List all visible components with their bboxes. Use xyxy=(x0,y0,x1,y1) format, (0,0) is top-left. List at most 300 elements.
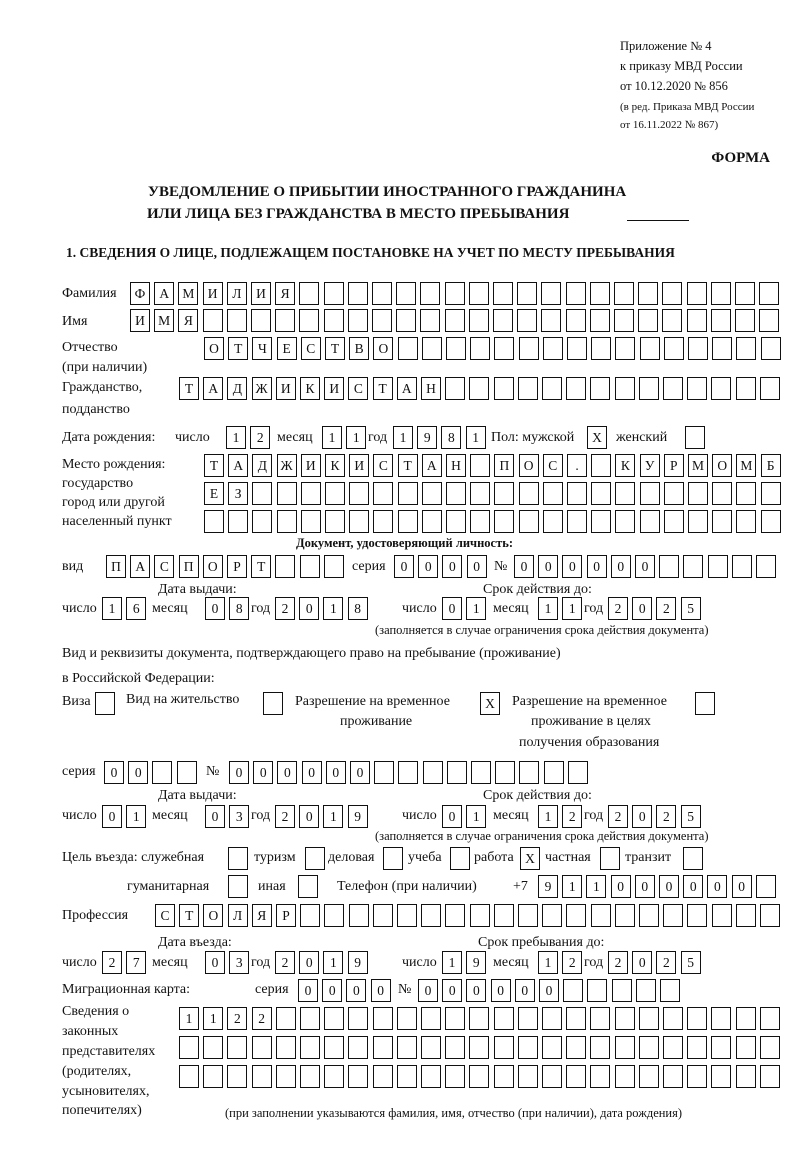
temp-edu-checkbox[interactable] xyxy=(695,692,715,715)
mc-number-cell[interactable] xyxy=(587,979,607,1002)
doc-issue-year-cell[interactable]: 8 xyxy=(348,597,368,620)
doc-issue-year-cell[interactable]: 2 xyxy=(275,597,295,620)
representatives-line-1-cell[interactable] xyxy=(421,1007,441,1030)
representatives-line-2-cell[interactable] xyxy=(421,1036,441,1059)
patronymic-cell[interactable] xyxy=(446,337,466,360)
profession-cell[interactable] xyxy=(470,904,490,927)
stay-number-cell[interactable]: 0 xyxy=(277,761,297,784)
representatives-line-2-cell[interactable] xyxy=(324,1036,344,1059)
purpose-service-checkbox[interactable] xyxy=(228,847,248,870)
representatives-line-2-cell[interactable] xyxy=(300,1036,320,1059)
stay-number-cell[interactable] xyxy=(544,761,564,784)
profession-cell[interactable]: Р xyxy=(276,904,296,927)
birthplace-line-1-cell[interactable]: И xyxy=(301,454,321,477)
entry-year-cell[interactable]: 0 xyxy=(299,951,319,974)
birthplace-line-3-cell[interactable] xyxy=(373,510,393,533)
profession-cell[interactable]: Л xyxy=(228,904,248,927)
mc-number-cell[interactable]: 0 xyxy=(418,979,438,1002)
representatives-line-2-cell[interactable] xyxy=(348,1036,368,1059)
birthplace-line-1-cell[interactable]: . xyxy=(567,454,587,477)
surname-cell[interactable] xyxy=(493,282,513,305)
birthplace-line-2-cell[interactable] xyxy=(519,482,539,505)
representatives-line-2-cell[interactable] xyxy=(227,1036,247,1059)
patronymic-cell[interactable]: О xyxy=(373,337,393,360)
citizenship-cell[interactable]: Ж xyxy=(252,377,272,400)
profession-cell[interactable] xyxy=(542,904,562,927)
purpose-transit-checkbox[interactable] xyxy=(683,847,703,870)
stay-valid-month-cell[interactable]: 2 xyxy=(562,805,582,828)
entry-year-cell[interactable]: 9 xyxy=(348,951,368,974)
birthplace-line-3-cell[interactable] xyxy=(252,510,272,533)
birthplace-line-3-cell[interactable] xyxy=(422,510,442,533)
surname-cell[interactable] xyxy=(299,282,319,305)
citizenship-cell[interactable]: И xyxy=(276,377,296,400)
patronymic-cell[interactable] xyxy=(591,337,611,360)
birthplace-line-1-cell[interactable] xyxy=(591,454,611,477)
doc-kind-cell[interactable]: Т xyxy=(251,555,271,578)
birthplace-line-1-cell[interactable]: Т xyxy=(204,454,224,477)
surname-cell[interactable] xyxy=(662,282,682,305)
mc-number-cell[interactable]: 0 xyxy=(515,979,535,1002)
representatives-line-2-cell[interactable] xyxy=(494,1036,514,1059)
citizenship-cell[interactable] xyxy=(639,377,659,400)
entry-day-cell[interactable]: 2 xyxy=(102,951,122,974)
surname-cell[interactable] xyxy=(396,282,416,305)
phone-cell[interactable]: 0 xyxy=(635,875,655,898)
patronymic-cell[interactable] xyxy=(736,337,756,360)
birthplace-line-3-cell[interactable] xyxy=(640,510,660,533)
name-cell[interactable] xyxy=(324,309,344,332)
birthplace-line-3-cell[interactable] xyxy=(494,510,514,533)
representatives-line-1-cell[interactable] xyxy=(542,1007,562,1030)
birthplace-line-2-cell[interactable] xyxy=(591,482,611,505)
representatives-line-1-cell[interactable] xyxy=(736,1007,756,1030)
birthplace-line-2-cell[interactable] xyxy=(252,482,272,505)
birthplace-line-1-cell[interactable]: И xyxy=(349,454,369,477)
birthplace-line-1-cell[interactable]: Б xyxy=(761,454,781,477)
name-cell[interactable] xyxy=(759,309,779,332)
representatives-line-1-cell[interactable]: 2 xyxy=(227,1007,247,1030)
name-cell[interactable] xyxy=(493,309,513,332)
profession-cell[interactable] xyxy=(760,904,780,927)
representatives-line-1-cell[interactable] xyxy=(373,1007,393,1030)
name-cell[interactable] xyxy=(735,309,755,332)
phone-cell[interactable]: 0 xyxy=(659,875,679,898)
birthplace-line-3-cell[interactable] xyxy=(591,510,611,533)
patronymic-cell[interactable] xyxy=(640,337,660,360)
until-year-cell[interactable]: 2 xyxy=(608,951,628,974)
name-cell[interactable] xyxy=(275,309,295,332)
stay-issue-month-cell[interactable]: 0 xyxy=(205,805,225,828)
name-cell[interactable] xyxy=(566,309,586,332)
representatives-line-3-cell[interactable] xyxy=(203,1065,223,1088)
name-cell[interactable] xyxy=(614,309,634,332)
birthplace-line-2-cell[interactable] xyxy=(688,482,708,505)
representatives-line-3-cell[interactable] xyxy=(276,1065,296,1088)
profession-cell[interactable] xyxy=(736,904,756,927)
entry-day-cell[interactable]: 7 xyxy=(126,951,146,974)
birthplace-line-3-cell[interactable] xyxy=(615,510,635,533)
stay-series-cell[interactable] xyxy=(177,761,197,784)
surname-cell[interactable] xyxy=(517,282,537,305)
birthplace-line-2-cell[interactable] xyxy=(301,482,321,505)
representatives-line-2-cell[interactable] xyxy=(639,1036,659,1059)
birthplace-line-2-cell[interactable] xyxy=(349,482,369,505)
profession-cell[interactable] xyxy=(518,904,538,927)
birthplace-line-2-cell[interactable]: З xyxy=(228,482,248,505)
representatives-line-2-cell[interactable] xyxy=(469,1036,489,1059)
representatives-line-1-cell[interactable] xyxy=(276,1007,296,1030)
representatives-line-2-cell[interactable] xyxy=(518,1036,538,1059)
representatives-line-3-cell[interactable] xyxy=(397,1065,417,1088)
mc-number-cell[interactable]: 0 xyxy=(442,979,462,1002)
birthplace-line-1-cell[interactable]: А xyxy=(422,454,442,477)
stay-valid-day-cell[interactable]: 1 xyxy=(466,805,486,828)
stay-valid-day-cell[interactable]: 0 xyxy=(442,805,462,828)
birthplace-line-2-cell[interactable]: Е xyxy=(204,482,224,505)
stay-issue-day-cell[interactable]: 0 xyxy=(102,805,122,828)
representatives-line-3-cell[interactable] xyxy=(179,1065,199,1088)
sex-male-checkbox[interactable]: X xyxy=(587,426,607,449)
birthplace-line-3-cell[interactable] xyxy=(688,510,708,533)
surname-cell[interactable]: А xyxy=(154,282,174,305)
representatives-line-1-cell[interactable] xyxy=(348,1007,368,1030)
stay-series-cell[interactable]: 0 xyxy=(104,761,124,784)
stay-issue-month-cell[interactable]: 3 xyxy=(229,805,249,828)
birthplace-line-3-cell[interactable] xyxy=(543,510,563,533)
patronymic-cell[interactable] xyxy=(761,337,781,360)
phone-cell[interactable] xyxy=(756,875,776,898)
mc-number-cell[interactable]: 0 xyxy=(491,979,511,1002)
doc-number-cell[interactable]: 0 xyxy=(611,555,631,578)
doc-series-cell[interactable]: 0 xyxy=(394,555,414,578)
citizenship-cell[interactable] xyxy=(542,377,562,400)
stay-number-cell[interactable] xyxy=(447,761,467,784)
birthplace-line-2-cell[interactable] xyxy=(325,482,345,505)
dob-year-cell[interactable]: 1 xyxy=(466,426,486,449)
purpose-work-checkbox[interactable]: X xyxy=(520,847,540,870)
doc-valid-day-cell[interactable]: 0 xyxy=(442,597,462,620)
surname-cell[interactable]: Ф xyxy=(130,282,150,305)
dob-year-cell[interactable]: 9 xyxy=(417,426,437,449)
birthplace-line-2-cell[interactable] xyxy=(470,482,490,505)
patronymic-cell[interactable] xyxy=(615,337,635,360)
surname-cell[interactable] xyxy=(372,282,392,305)
profession-cell[interactable]: С xyxy=(155,904,175,927)
profession-cell[interactable] xyxy=(639,904,659,927)
doc-valid-month-cell[interactable]: 1 xyxy=(538,597,558,620)
phone-cell[interactable]: 9 xyxy=(538,875,558,898)
birthplace-line-2-cell[interactable] xyxy=(567,482,587,505)
representatives-line-1-cell[interactable] xyxy=(639,1007,659,1030)
representatives-line-2-cell[interactable] xyxy=(615,1036,635,1059)
surname-cell[interactable] xyxy=(445,282,465,305)
stay-number-cell[interactable] xyxy=(495,761,515,784)
until-year-cell[interactable]: 0 xyxy=(632,951,652,974)
birthplace-line-2-cell[interactable] xyxy=(422,482,442,505)
citizenship-cell[interactable] xyxy=(469,377,489,400)
doc-issue-day-cell[interactable]: 1 xyxy=(102,597,122,620)
citizenship-cell[interactable] xyxy=(494,377,514,400)
mc-series-cell[interactable]: 0 xyxy=(346,979,366,1002)
surname-cell[interactable] xyxy=(420,282,440,305)
purpose-private-checkbox[interactable] xyxy=(600,847,620,870)
doc-valid-year-cell[interactable]: 2 xyxy=(656,597,676,620)
purpose-other-checkbox[interactable] xyxy=(298,875,318,898)
stay-valid-month-cell[interactable]: 1 xyxy=(538,805,558,828)
patronymic-cell[interactable]: Т xyxy=(228,337,248,360)
stay-number-cell[interactable] xyxy=(471,761,491,784)
birthplace-line-3-cell[interactable] xyxy=(277,510,297,533)
sex-female-checkbox[interactable] xyxy=(685,426,705,449)
mc-number-cell[interactable] xyxy=(636,979,656,1002)
doc-kind-cell[interactable]: О xyxy=(203,555,223,578)
representatives-line-1-cell[interactable] xyxy=(566,1007,586,1030)
citizenship-cell[interactable]: А xyxy=(203,377,223,400)
dob-day-cell[interactable]: 2 xyxy=(250,426,270,449)
representatives-line-1-cell[interactable] xyxy=(687,1007,707,1030)
doc-number-cell[interactable]: 0 xyxy=(538,555,558,578)
name-cell[interactable] xyxy=(541,309,561,332)
birthplace-line-1-cell[interactable]: П xyxy=(494,454,514,477)
representatives-line-2-cell[interactable] xyxy=(276,1036,296,1059)
name-cell[interactable] xyxy=(227,309,247,332)
birthplace-line-3-cell[interactable] xyxy=(519,510,539,533)
doc-kind-cell[interactable]: П xyxy=(106,555,126,578)
representatives-line-1-cell[interactable] xyxy=(397,1007,417,1030)
surname-cell[interactable] xyxy=(469,282,489,305)
surname-cell[interactable]: М xyxy=(178,282,198,305)
birthplace-line-3-cell[interactable] xyxy=(398,510,418,533)
mc-number-cell[interactable] xyxy=(612,979,632,1002)
stay-number-cell[interactable]: 0 xyxy=(229,761,249,784)
birthplace-line-3-cell[interactable] xyxy=(204,510,224,533)
doc-kind-cell[interactable]: П xyxy=(179,555,199,578)
name-cell[interactable] xyxy=(299,309,319,332)
patronymic-cell[interactable] xyxy=(398,337,418,360)
birthplace-line-1-cell[interactable]: М xyxy=(736,454,756,477)
birthplace-line-1-cell[interactable]: О xyxy=(519,454,539,477)
representatives-line-1-cell[interactable] xyxy=(711,1007,731,1030)
purpose-business-checkbox[interactable] xyxy=(383,847,403,870)
birthplace-line-2-cell[interactable] xyxy=(640,482,660,505)
birthplace-line-2-cell[interactable] xyxy=(446,482,466,505)
representatives-line-1-cell[interactable] xyxy=(590,1007,610,1030)
stay-number-cell[interactable] xyxy=(423,761,443,784)
mc-number-cell[interactable]: 0 xyxy=(466,979,486,1002)
until-day-cell[interactable]: 1 xyxy=(442,951,462,974)
patronymic-cell[interactable] xyxy=(664,337,684,360)
birthplace-line-1-cell[interactable]: Д xyxy=(252,454,272,477)
doc-kind-cell[interactable]: Р xyxy=(227,555,247,578)
doc-number-cell[interactable]: 0 xyxy=(562,555,582,578)
birthplace-line-1-cell[interactable]: Р xyxy=(664,454,684,477)
birthplace-line-1-cell[interactable]: С xyxy=(543,454,563,477)
patronymic-cell[interactable]: Т xyxy=(325,337,345,360)
representatives-line-3-cell[interactable] xyxy=(445,1065,465,1088)
profession-cell[interactable] xyxy=(373,904,393,927)
profession-cell[interactable] xyxy=(494,904,514,927)
birthplace-line-3-cell[interactable] xyxy=(349,510,369,533)
surname-cell[interactable] xyxy=(735,282,755,305)
profession-cell[interactable]: Я xyxy=(252,904,272,927)
citizenship-cell[interactable] xyxy=(615,377,635,400)
birthplace-line-2-cell[interactable] xyxy=(615,482,635,505)
representatives-line-2-cell[interactable] xyxy=(203,1036,223,1059)
birthplace-line-3-cell[interactable] xyxy=(325,510,345,533)
profession-cell[interactable]: О xyxy=(203,904,223,927)
dob-month-cell[interactable]: 1 xyxy=(346,426,366,449)
representatives-line-3-cell[interactable] xyxy=(711,1065,731,1088)
representatives-line-1-cell[interactable] xyxy=(324,1007,344,1030)
name-cell[interactable] xyxy=(348,309,368,332)
representatives-line-1-cell[interactable] xyxy=(615,1007,635,1030)
representatives-line-3-cell[interactable] xyxy=(518,1065,538,1088)
representatives-line-3-cell[interactable] xyxy=(566,1065,586,1088)
phone-cell[interactable]: 0 xyxy=(611,875,631,898)
temp-residence-checkbox[interactable]: X xyxy=(480,692,500,715)
citizenship-cell[interactable] xyxy=(663,377,683,400)
profession-cell[interactable] xyxy=(445,904,465,927)
birthplace-line-3-cell[interactable] xyxy=(228,510,248,533)
representatives-line-3-cell[interactable] xyxy=(590,1065,610,1088)
representatives-line-2-cell[interactable] xyxy=(373,1036,393,1059)
doc-valid-year-cell[interactable]: 2 xyxy=(608,597,628,620)
birthplace-line-1-cell[interactable]: К xyxy=(615,454,635,477)
profession-cell[interactable] xyxy=(663,904,683,927)
mc-number-cell[interactable] xyxy=(563,979,583,1002)
birthplace-line-2-cell[interactable] xyxy=(761,482,781,505)
doc-number-cell[interactable] xyxy=(708,555,728,578)
citizenship-cell[interactable]: Т xyxy=(179,377,199,400)
patronymic-cell[interactable] xyxy=(567,337,587,360)
surname-cell[interactable]: И xyxy=(251,282,271,305)
stay-number-cell[interactable] xyxy=(398,761,418,784)
citizenship-cell[interactable] xyxy=(760,377,780,400)
birthplace-line-1-cell[interactable]: С xyxy=(373,454,393,477)
representatives-line-1-cell[interactable] xyxy=(300,1007,320,1030)
surname-cell[interactable] xyxy=(614,282,634,305)
name-cell[interactable] xyxy=(420,309,440,332)
birthplace-line-3-cell[interactable] xyxy=(736,510,756,533)
name-cell[interactable] xyxy=(469,309,489,332)
patronymic-cell[interactable] xyxy=(422,337,442,360)
patronymic-cell[interactable]: С xyxy=(301,337,321,360)
birthplace-line-1-cell[interactable]: А xyxy=(228,454,248,477)
birthplace-line-1-cell[interactable]: У xyxy=(640,454,660,477)
representatives-line-3-cell[interactable] xyxy=(760,1065,780,1088)
name-cell[interactable] xyxy=(517,309,537,332)
profession-cell[interactable] xyxy=(591,904,611,927)
surname-cell[interactable] xyxy=(759,282,779,305)
representatives-line-3-cell[interactable] xyxy=(227,1065,247,1088)
stay-issue-year-cell[interactable]: 1 xyxy=(323,805,343,828)
name-cell[interactable]: Я xyxy=(178,309,198,332)
surname-cell[interactable] xyxy=(687,282,707,305)
birthplace-line-2-cell[interactable] xyxy=(398,482,418,505)
representatives-line-3-cell[interactable] xyxy=(542,1065,562,1088)
patronymic-cell[interactable] xyxy=(543,337,563,360)
birthplace-line-1-cell[interactable]: М xyxy=(688,454,708,477)
representatives-line-3-cell[interactable] xyxy=(639,1065,659,1088)
doc-number-cell[interactable]: 0 xyxy=(635,555,655,578)
residence-permit-checkbox[interactable] xyxy=(263,692,283,715)
mc-number-cell[interactable]: 0 xyxy=(539,979,559,1002)
stay-number-cell[interactable]: 0 xyxy=(253,761,273,784)
patronymic-cell[interactable]: О xyxy=(204,337,224,360)
representatives-line-2-cell[interactable] xyxy=(736,1036,756,1059)
stay-issue-year-cell[interactable]: 2 xyxy=(275,805,295,828)
citizenship-cell[interactable] xyxy=(590,377,610,400)
name-cell[interactable] xyxy=(203,309,223,332)
purpose-humanitarian-checkbox[interactable] xyxy=(228,875,248,898)
doc-issue-day-cell[interactable]: 6 xyxy=(126,597,146,620)
stay-series-cell[interactable] xyxy=(152,761,172,784)
doc-valid-year-cell[interactable]: 5 xyxy=(681,597,701,620)
stay-number-cell[interactable]: 0 xyxy=(326,761,346,784)
representatives-line-1-cell[interactable]: 1 xyxy=(203,1007,223,1030)
stay-issue-day-cell[interactable]: 1 xyxy=(126,805,146,828)
stay-valid-year-cell[interactable]: 0 xyxy=(632,805,652,828)
stay-valid-year-cell[interactable]: 2 xyxy=(608,805,628,828)
doc-series-cell[interactable]: 0 xyxy=(467,555,487,578)
birthplace-line-2-cell[interactable] xyxy=(712,482,732,505)
surname-cell[interactable] xyxy=(324,282,344,305)
representatives-line-2-cell[interactable] xyxy=(397,1036,417,1059)
phone-cell[interactable]: 0 xyxy=(707,875,727,898)
until-day-cell[interactable]: 9 xyxy=(466,951,486,974)
profession-cell[interactable] xyxy=(349,904,369,927)
stay-number-cell[interactable] xyxy=(374,761,394,784)
citizenship-cell[interactable] xyxy=(445,377,465,400)
birthplace-line-2-cell[interactable] xyxy=(664,482,684,505)
place-type-blank[interactable] xyxy=(627,220,689,221)
representatives-line-3-cell[interactable] xyxy=(348,1065,368,1088)
until-year-cell[interactable]: 2 xyxy=(656,951,676,974)
representatives-line-3-cell[interactable] xyxy=(300,1065,320,1088)
representatives-line-1-cell[interactable] xyxy=(518,1007,538,1030)
doc-number-cell[interactable] xyxy=(659,555,679,578)
name-cell[interactable] xyxy=(396,309,416,332)
patronymic-cell[interactable]: Е xyxy=(277,337,297,360)
representatives-line-2-cell[interactable] xyxy=(445,1036,465,1059)
profession-cell[interactable]: Т xyxy=(179,904,199,927)
birthplace-line-3-cell[interactable] xyxy=(761,510,781,533)
stay-valid-year-cell[interactable]: 2 xyxy=(656,805,676,828)
mc-series-cell[interactable]: 0 xyxy=(298,979,318,1002)
dob-year-cell[interactable]: 1 xyxy=(393,426,413,449)
doc-number-cell[interactable] xyxy=(756,555,776,578)
citizenship-cell[interactable]: А xyxy=(397,377,417,400)
doc-number-cell[interactable]: 0 xyxy=(514,555,534,578)
representatives-line-3-cell[interactable] xyxy=(373,1065,393,1088)
entry-month-cell[interactable]: 0 xyxy=(205,951,225,974)
representatives-line-3-cell[interactable] xyxy=(736,1065,756,1088)
birthplace-line-3-cell[interactable] xyxy=(712,510,732,533)
doc-kind-cell[interactable] xyxy=(300,555,320,578)
profession-cell[interactable] xyxy=(712,904,732,927)
name-cell[interactable] xyxy=(638,309,658,332)
representatives-line-1-cell[interactable] xyxy=(445,1007,465,1030)
representatives-line-2-cell[interactable] xyxy=(542,1036,562,1059)
representatives-line-3-cell[interactable] xyxy=(687,1065,707,1088)
doc-issue-month-cell[interactable]: 0 xyxy=(205,597,225,620)
stay-issue-year-cell[interactable]: 0 xyxy=(299,805,319,828)
representatives-line-3-cell[interactable] xyxy=(324,1065,344,1088)
birthplace-line-2-cell[interactable] xyxy=(543,482,563,505)
patronymic-cell[interactable] xyxy=(688,337,708,360)
patronymic-cell[interactable] xyxy=(470,337,490,360)
